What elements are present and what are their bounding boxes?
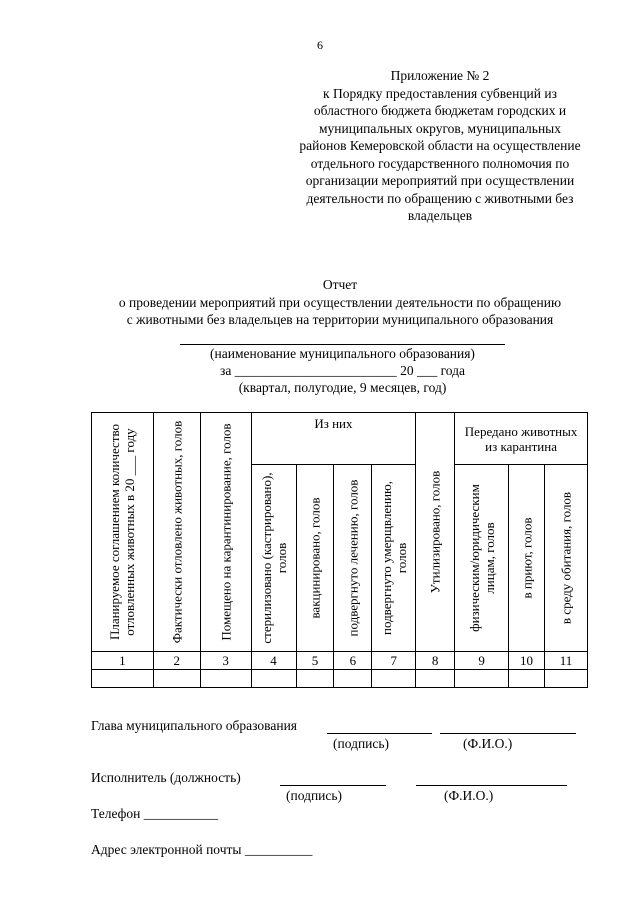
header-euthanized <box>372 465 416 652</box>
executor-name-hint: (Ф.И.О.) <box>444 788 494 803</box>
column-number: 3 <box>200 652 251 670</box>
data-cell[interactable] <box>251 670 296 688</box>
report-table <box>91 412 588 688</box>
column-number: 8 <box>416 652 455 670</box>
data-cell[interactable] <box>153 670 200 688</box>
column-number: 10 <box>509 652 545 670</box>
appendix-line: организации мероприятий при осуществлении <box>305 173 575 188</box>
period-hint: (квартал, полугодие, 9 месяцев, год) <box>238 380 447 395</box>
header-group-transferred: Передано животных из карантина <box>455 413 588 465</box>
header-euthanized-text: подвергнуто умерщвлению, голов <box>378 481 409 636</box>
municipality-blank-line <box>180 344 505 345</box>
header-to-shelter-text: в приют, голов <box>519 517 534 599</box>
head-name-hint: (Ф.И.О.) <box>463 736 513 751</box>
column-number: 4 <box>251 652 296 670</box>
data-cell[interactable] <box>544 670 587 688</box>
appendix-line: муниципальных округов, муниципальных <box>318 120 561 136</box>
data-cell[interactable] <box>416 670 455 688</box>
header-to-habitat-text: в среду обитания, голов <box>558 491 574 625</box>
appendix-line: районов Кемеровской области на осуществление <box>299 138 581 153</box>
report-header <box>60 276 620 329</box>
email-field: Адрес электронной почты __________ <box>91 842 313 857</box>
header-to-persons-text: физическим/юридическим лицам, голов <box>466 484 497 632</box>
empty-data-row <box>92 670 588 688</box>
appendix-line: владельцев <box>407 208 473 223</box>
data-cell[interactable] <box>200 670 251 688</box>
column-number: 9 <box>455 652 509 670</box>
header-to-habitat <box>544 465 587 652</box>
executor-signature-hint: (подпись) <box>286 788 343 803</box>
header-planned-caught-text: Планируемое соглашением количество отловленных животных в 20 ___ году <box>107 423 138 641</box>
header-to-persons <box>455 465 509 652</box>
header-to-shelter <box>509 465 545 652</box>
data-cell[interactable] <box>296 670 334 688</box>
head-signature-line <box>327 733 432 734</box>
phone-field: Телефон ___________ <box>91 806 218 821</box>
head-label: Глава муниципального образования <box>91 718 298 733</box>
column-number: 7 <box>372 652 416 670</box>
header-utilized-text: Утилизировано, голов <box>427 470 443 594</box>
header-planned-caught <box>92 413 154 652</box>
header-treated <box>334 465 372 652</box>
header-quarantined <box>200 413 251 652</box>
page-number: 6 <box>317 38 323 52</box>
executor-name-line <box>416 785 567 786</box>
appendix-line: областного бюджета бюджетам городских и <box>313 103 567 118</box>
column-number: 11 <box>544 652 587 670</box>
column-number: 1 <box>92 652 154 670</box>
column-number: 2 <box>153 652 200 670</box>
appendix-line: отдельного государственного полномочия по <box>310 155 570 171</box>
header-group-of-them: Из них <box>251 413 416 465</box>
head-signature-hint: (подпись) <box>333 736 390 751</box>
period-line: за ________________________ 20 ___ года <box>220 363 465 378</box>
data-cell[interactable] <box>92 670 154 688</box>
header-utilized <box>416 413 455 652</box>
municipality-hint: (наименование муниципального образования) <box>210 346 475 361</box>
column-number: 6 <box>334 652 372 670</box>
appendix-header <box>258 67 622 225</box>
head-name-line <box>440 733 576 734</box>
data-cell[interactable] <box>334 670 372 688</box>
column-number: 5 <box>296 652 334 670</box>
header-sterilized <box>251 465 296 652</box>
header-actually-caught-text: Фактически отловлено животных, голов <box>169 420 185 644</box>
data-cell[interactable] <box>455 670 509 688</box>
header-vaccinated-text: вакцинировано, голов <box>307 497 323 619</box>
appendix-title: Приложение № 2 <box>390 68 490 83</box>
executor-signature-line <box>280 785 386 786</box>
data-cell[interactable] <box>509 670 545 688</box>
appendix-line: к Порядку предоставления субвенций из <box>323 85 557 101</box>
report-subtitle-line: о проведении мероприятий при осуществлении деятельности по обращению <box>118 294 562 310</box>
header-vaccinated <box>296 465 334 652</box>
column-number-row <box>92 652 588 670</box>
report-subtitle-line: с животными без владельцев на территории муниципального образования <box>126 312 554 327</box>
header-actually-caught <box>153 413 200 652</box>
header-quarantined-text: Помещено на карантинирование, голов <box>218 423 234 641</box>
header-treated-text: подвергнуто лечению, голов <box>345 479 361 637</box>
appendix-line: деятельности по обращению с животными без <box>306 190 574 206</box>
header-sterilized-text: стерилизовано (кастрировано), голов <box>258 472 289 644</box>
data-cell[interactable] <box>372 670 416 688</box>
report-title: Отчет <box>322 277 358 292</box>
executor-label: Исполнитель (должность) <box>91 770 241 785</box>
